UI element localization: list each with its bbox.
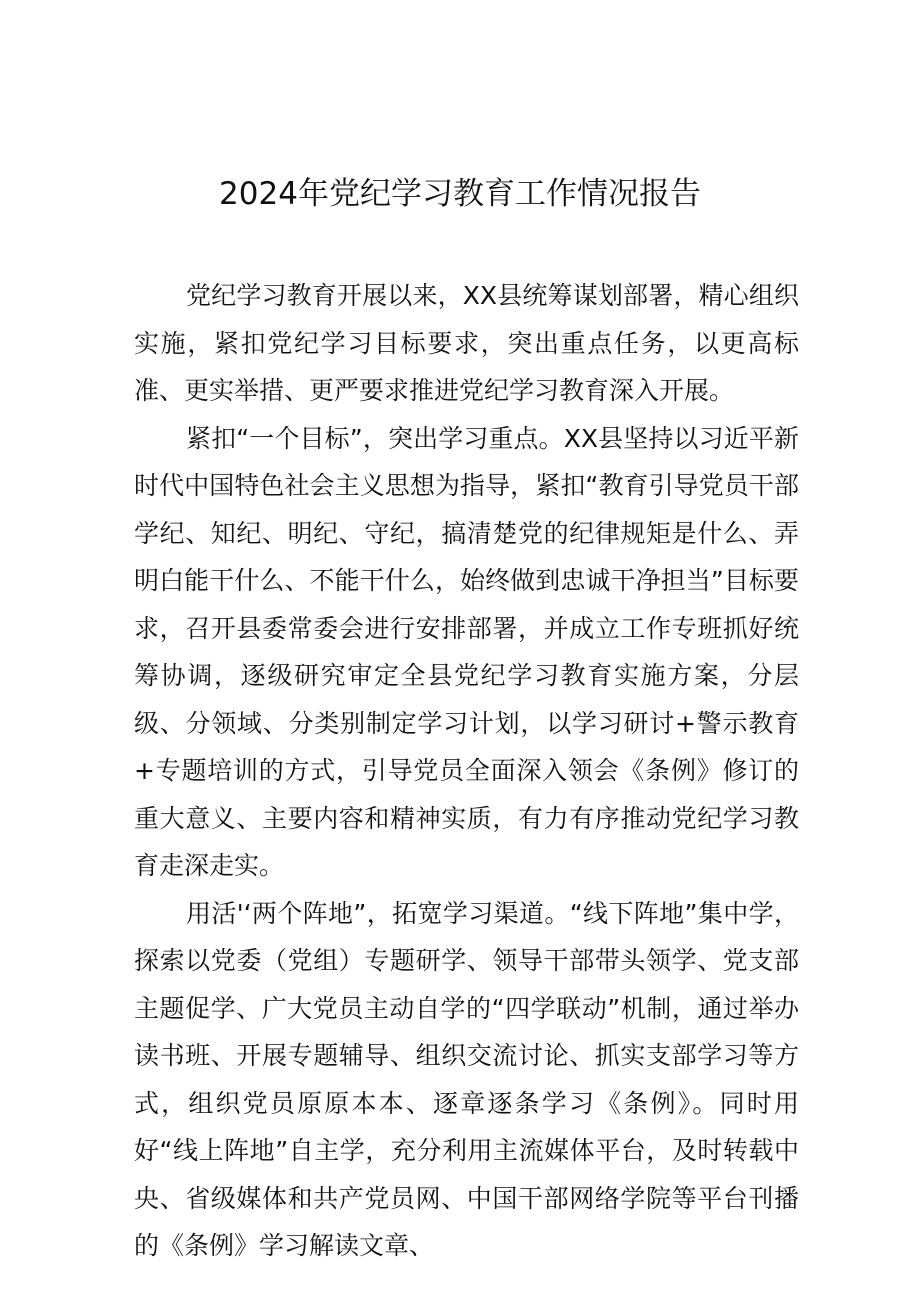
paragraph-two-fronts: 用活'‘两个阵地”，拓宽学习渠道。“线下阵地”集中学，探索以党委（党组）专题研学、领导干部带头领学、党支部主题促学、广大党员主动自学的“四学联动”机制，通过举办读书班、开展专题辅导、组织交流讨论、抓实支部学习等方式，组织党员原原本本、逐章逐条学习《条例》。同时用好“线上阵地”自主学，充分利用主流媒体平台，及时转载中央、省级媒体和共产党员网、中国干部网络学院等平台刊播的《条例》学习解读文章、 (134, 898, 799, 1260)
document-title: 2024年党纪学习教育工作情况报告 (219, 176, 701, 212)
paragraph-intro: 党纪学习教育开展以来，XX县统筹谋划部署，精心组织实施，紧扣党纪学习目标要求，突出重点任务，以更高标准、更实举措、更严要求推进党纪学习教育深入开展。 (134, 281, 799, 405)
paragraph-one-goal: 紧扣“一个目标”，突出学习重点。XX县坚持以习近平新时代中国特色社会主义思想为指导，紧扣“教育引导党员干部学纪、知纪、明纪、守纪，搞清楚党的纪律规矩是什么、弄明白能干什么、不能干什么，始终做到忠诚干净担当”目标要求，召开县委常委会进行安排部署，并成立工作专班抓好统筹协调，逐级研究审定全县党纪学习教育实施方案，分层级、分领域、分类别制定学习计划，以学习研讨+警示教育+专题培训的方式，引导党员全面深入领会《条例》修订的重大意义、主要内容和精神实质，有力有序推动党纪学习教育走深走实。 (134, 423, 799, 880)
document-body (134, 272, 799, 1270)
